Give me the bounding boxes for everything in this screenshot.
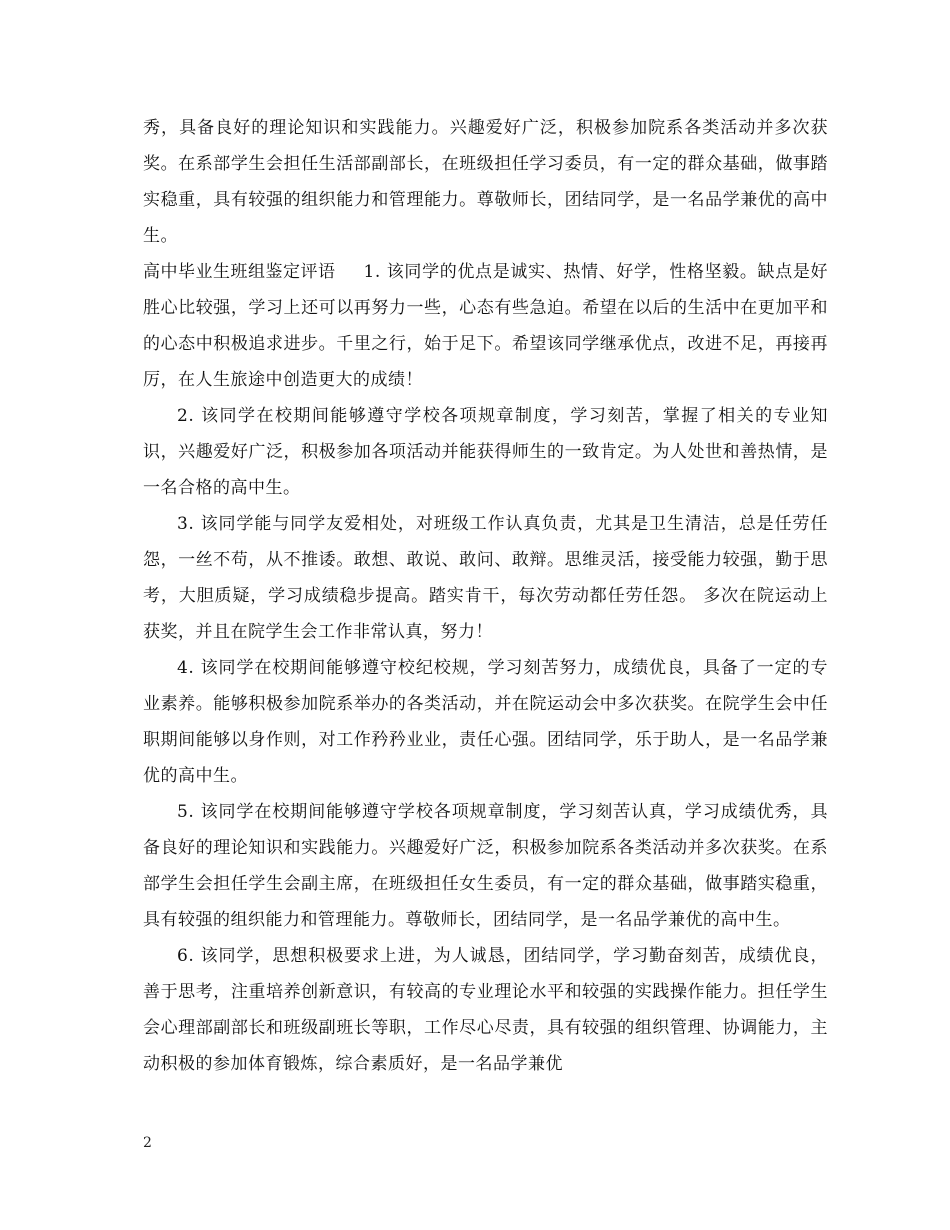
section-heading: 高中毕业生班组鉴定评语 [143, 262, 336, 282]
paragraph-text: 1. 该同学的优点是诚实、热情、好学，性格坚毅。缺点是好胜心比较强，学习上还可以再努力一些，心态有些急迫。希望在以后的生活中在更加平和的心态中积极追求进步。千里之行，始于足下。希望该同学继承优点，改进不足，再接再厉，在人生旅途中创造更大的成绩！ [143, 262, 828, 390]
paragraph-text: 2. 该同学在校期间能够遵守学校各项规章制度，学习刻苦，掌握了相关的专业知识，兴趣爱好广泛，积极参加各项活动并能获得师生的一致肯定。为人处世和善热情，是一名合格的高中生。 [143, 406, 828, 498]
paragraph-lead [143, 254, 828, 398]
paragraph-text: 3. 该同学能与同学友爱相处，对班级工作认真负责，尤其是卫生清洁，总是任劳任怨，一丝不苟，从不推诿。敢想、敢说、敢问、敢辩。思维灵活，接受能力较强，勤于思考，大胆质疑，学习成绩稳步提高。踏实肯干，每次劳动都任劳任怨。 多次在院运动上获奖，并且在院学生会工作非常认真，努力！ [143, 514, 828, 642]
paragraph-continuation [143, 110, 828, 254]
paragraph-item-5 [143, 794, 828, 938]
page-number: 2 [143, 1135, 152, 1151]
paragraph-item-4 [143, 650, 828, 794]
paragraph-item-3 [143, 506, 828, 650]
paragraph-text: 秀，具备良好的理论知识和实践能力。兴趣爱好广泛，积极参加院系各类活动并多次获奖。在系部学生会担任生活部副部长，在班级担任学习委员，有一定的群众基础，做事踏实稳重，具有较强的组织能力和管理能力。尊敬师长，团结同学，是一名品学兼优的高中生。 [143, 118, 828, 246]
paragraph-item-2 [143, 398, 828, 506]
paragraph-text: 5. 该同学在校期间能够遵守学校各项规章制度，学习刻苦认真，学习成绩优秀，具备良好的理论知识和实践能力。兴趣爱好广泛，积极参加院系各类活动并多次获奖。在系部学生会担任学生会副主席，在班级担任女生委员，有一定的群众基础，做事踏实稳重，具有较强的组织能力和管理能力。尊敬师长，团结同学，是一名品学兼优的高中生。 [143, 802, 828, 930]
paragraph-text: 4. 该同学在校期间能够遵守校纪校规，学习刻苦努力，成绩优良，具备了一定的专业素养。能够积极参加院系举办的各类活动，并在院运动会中多次获奖。在院学生会中任职期间能够以身作则，对工作矜矜业业，责任心强。团结同学，乐于助人，是一名品学兼优的高中生。 [143, 658, 828, 786]
paragraph-item-6 [143, 938, 828, 1082]
document-body [143, 110, 828, 1082]
paragraph-text: 6. 该同学，思想积极要求上进，为人诚恳，团结同学，学习勤奋刻苦，成绩优良，善于思考，注重培养创新意识，有较高的专业理论水平和较强的实践操作能力。担任学生会心理部副部长和班级副班长等职，工作尽心尽责，具有较强的组织管理、协调能力，主动积极的参加体育锻炼，综合素质好，是一名品学兼优 [143, 946, 828, 1074]
